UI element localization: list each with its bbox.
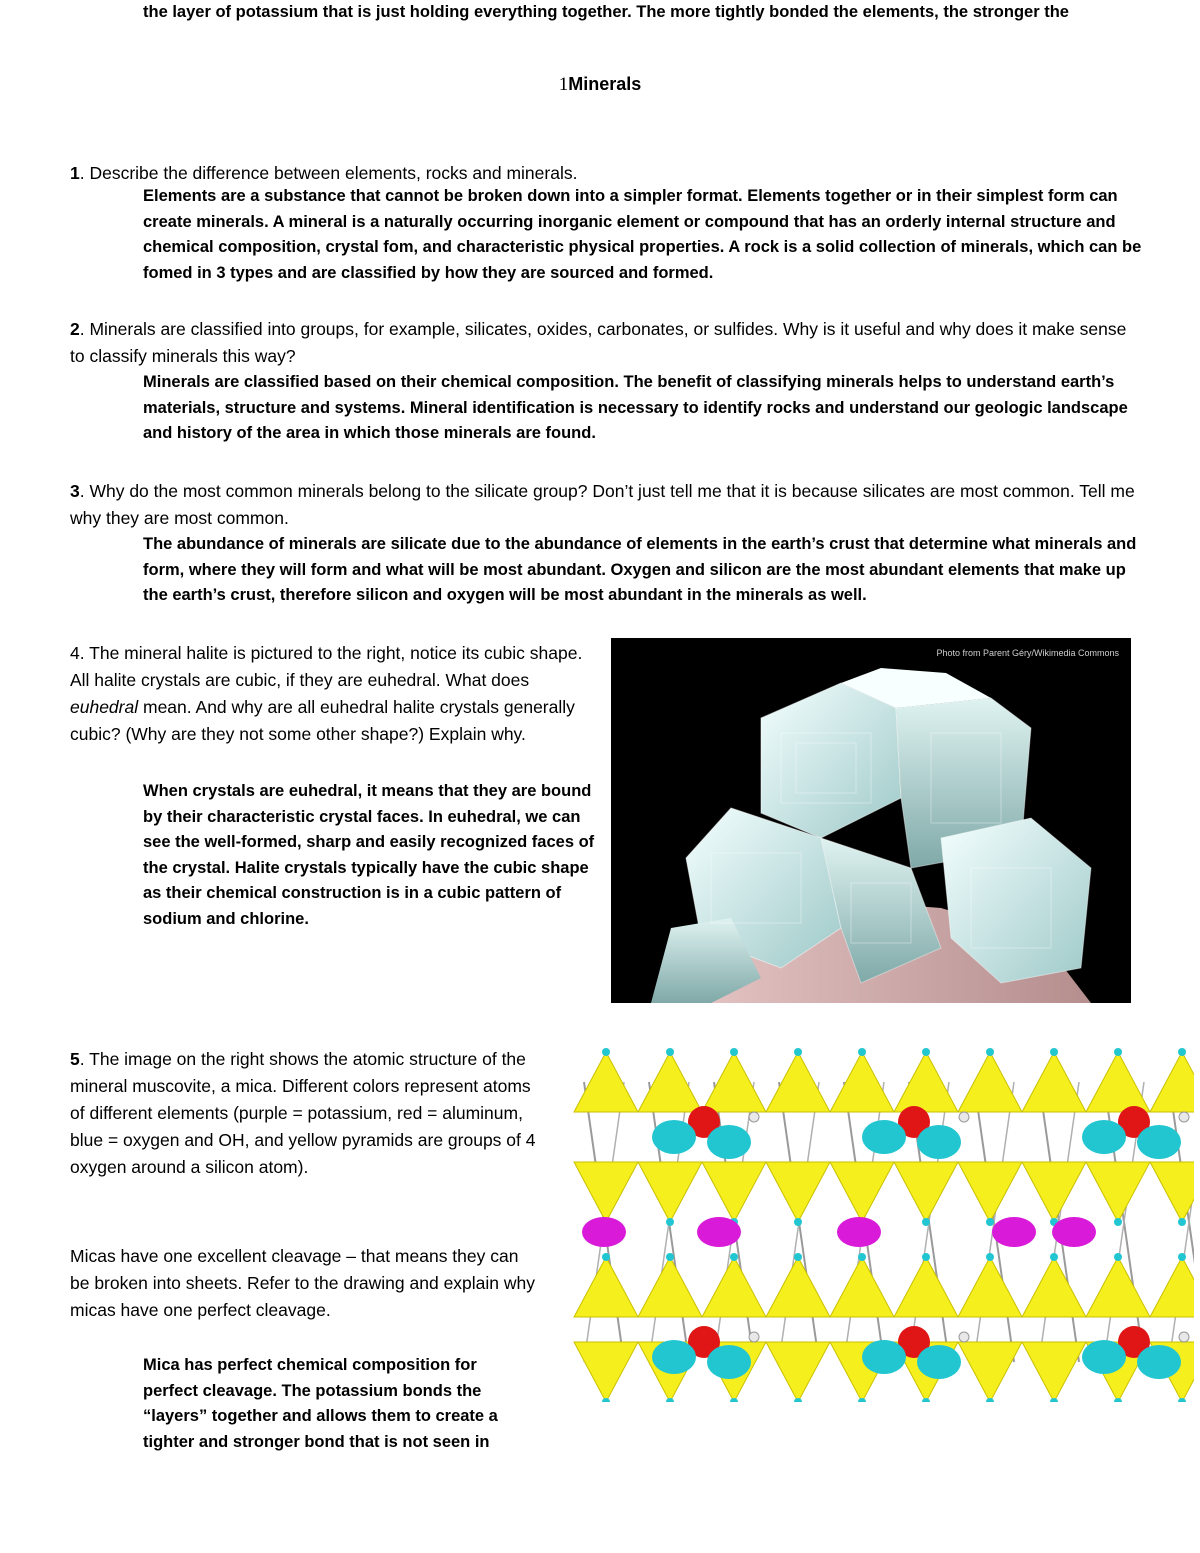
muscovite-structure-diagram	[564, 1042, 1194, 1402]
oxygen-atom	[730, 1048, 738, 1056]
silicon-tetrahedron	[830, 1162, 894, 1222]
oxygen-atom	[794, 1398, 802, 1402]
potassium-atom	[582, 1217, 626, 1247]
oxygen-atom	[1178, 1253, 1186, 1261]
oxygen-atom	[1114, 1218, 1122, 1226]
oxygen-atom	[666, 1253, 674, 1261]
halite-crystal-photo	[611, 638, 1131, 1003]
question-number: 1	[70, 163, 80, 183]
oxygen-atom	[652, 1340, 696, 1374]
oxygen-atom	[666, 1218, 674, 1226]
silicon-tetrahedron	[638, 1257, 702, 1317]
question-number: 3	[70, 481, 80, 501]
oxygen-atom	[1114, 1253, 1122, 1261]
potassium-atom	[837, 1217, 881, 1247]
oxygen-atom	[1178, 1398, 1186, 1402]
oxygen-atom	[1050, 1398, 1058, 1402]
answer-5-continued-text: the layer of potassium that is just holding everything together. The more tightly bonded the elements, the stronger the	[143, 3, 1069, 21]
question-2	[70, 316, 1140, 370]
oxygen-atom	[794, 1048, 802, 1056]
page-title	[0, 74, 1200, 96]
silicon-tetrahedron	[1022, 1162, 1086, 1222]
oxygen-atom	[1082, 1340, 1126, 1374]
oxygen-atom	[1114, 1398, 1122, 1402]
silicon-tetrahedron	[638, 1162, 702, 1222]
oxygen-atom	[858, 1048, 866, 1056]
oxygen-atom	[1137, 1125, 1181, 1159]
silicon-tetrahedron	[1022, 1257, 1086, 1317]
question-4	[70, 640, 600, 748]
silicon-tetrahedron	[766, 1162, 830, 1222]
hydrogen-atom	[959, 1112, 969, 1122]
oxygen-atom	[986, 1048, 994, 1056]
title-text: Minerals	[568, 74, 642, 94]
oxygen-atom	[602, 1253, 610, 1261]
question-text: . The mineral halite is pictured to the right, notice its cubic shape. All halite crystals are cubic, if they are euhedral. What does	[70, 643, 583, 690]
silicon-tetrahedron	[1086, 1162, 1150, 1222]
silicon-tetrahedron	[1086, 1257, 1150, 1317]
silicon-tetrahedron	[766, 1052, 830, 1112]
silicon-tetrahedron	[1150, 1052, 1194, 1112]
silicon-tetrahedron	[830, 1257, 894, 1317]
oxygen-atom	[862, 1120, 906, 1154]
silicon-tetrahedron	[638, 1052, 702, 1112]
oxygen-atom	[666, 1398, 674, 1402]
answer-1: Elements are a substance that cannot be broken down into a simpler format. Elements together or in their simplest form can create minerals. A mineral is a naturally occurring inorganic element or compound that has an orderly internal structure and chemical composition, crystal fom, and characteristic physical properties. A rock is a solid collection of minerals, which can be fomed in 3 types and are classified by how they are sourced and formed.	[143, 187, 1142, 282]
hydrogen-atom	[749, 1332, 759, 1342]
silicon-tetrahedron	[958, 1342, 1022, 1402]
hydrogen-atom	[1179, 1112, 1189, 1122]
silicon-tetrahedron	[894, 1162, 958, 1222]
oxygen-atom	[707, 1125, 751, 1159]
silicon-tetrahedron	[1086, 1052, 1150, 1112]
question-text-italic: euhedral	[70, 697, 139, 717]
oxygen-atom	[1137, 1345, 1181, 1379]
oxygen-atom	[1178, 1218, 1186, 1226]
oxygen-atom	[707, 1345, 751, 1379]
oxygen-atom	[730, 1398, 738, 1402]
question-number: 5	[70, 1049, 80, 1069]
oxygen-atom	[794, 1218, 802, 1226]
silicon-tetrahedron	[958, 1162, 1022, 1222]
oxygen-atom	[652, 1120, 696, 1154]
question-text: . Minerals are classified into groups, for example, silicates, oxides, carbonates, or sulfides. Why is it useful and why does it make sense to classify minerals this way?	[70, 319, 1127, 366]
halite-crystal-illustration	[611, 638, 1131, 1003]
hydrogen-atom	[1179, 1332, 1189, 1342]
oxygen-atom	[1178, 1048, 1186, 1056]
oxygen-atom	[730, 1253, 738, 1261]
answer-4: When crystals are euhedral, it means that they are bound by their characteristic crystal faces. In euhedral, we can see the well-formed, sharp and easily recognized faces of the crystal. Halite crystals typically have the cubic shape as their chemical construction is in a cubic pattern of sodium and chlorine.	[143, 782, 595, 928]
hydrogen-atom	[749, 1112, 759, 1122]
question-number: 2	[70, 319, 80, 339]
silicon-tetrahedron	[574, 1342, 638, 1402]
question-3	[70, 478, 1140, 532]
question-text: mean. And why are all euhedral halite crystals generally cubic? (Why are they not some other shape?) Explain why.	[70, 697, 575, 744]
silicon-tetrahedron	[830, 1052, 894, 1112]
oxygen-atom	[666, 1048, 674, 1056]
oxygen-atom	[922, 1398, 930, 1402]
silicon-tetrahedron	[702, 1052, 766, 1112]
silicon-tetrahedron	[766, 1257, 830, 1317]
answer-5: Mica has perfect chemical composition for perfect cleavage. The potassium bonds the “layers” together and allows them to create a tighter and stronger bond that is not seen in	[143, 1356, 498, 1451]
oxygen-atom	[1082, 1120, 1126, 1154]
oxygen-atom	[858, 1253, 866, 1261]
silicon-tetrahedron	[702, 1257, 766, 1317]
question-1	[70, 160, 1140, 187]
silicon-tetrahedron	[574, 1052, 638, 1112]
silicon-tetrahedron	[1022, 1052, 1086, 1112]
answer-2: Minerals are classified based on their chemical composition. The benefit of classifying minerals helps to understand earth’s materials, structure and systems. Mineral identification is necessary to identify rocks and understand our geologic landscape and history of the area in which those minerals are found.	[143, 373, 1128, 443]
silicon-tetrahedron	[958, 1257, 1022, 1317]
potassium-atom	[1052, 1217, 1096, 1247]
question-5	[70, 1046, 540, 1181]
oxygen-atom	[917, 1125, 961, 1159]
silicon-tetrahedron	[574, 1257, 638, 1317]
oxygen-atom	[986, 1218, 994, 1226]
oxygen-atom	[922, 1218, 930, 1226]
oxygen-atom	[917, 1345, 961, 1379]
silicon-tetrahedron	[958, 1052, 1022, 1112]
oxygen-atom	[862, 1340, 906, 1374]
oxygen-atom	[986, 1398, 994, 1402]
silicon-tetrahedron	[894, 1257, 958, 1317]
answer-3: The abundance of minerals are silicate due to the abundance of elements in the earth’s crust that determine what minerals and form, where they will form and what will be most abundant. Oxygen and silicon are the most abundant elements that make up the earth’s crust, therefore silicon and oxygen will be most abundant in the minerals as well.	[143, 535, 1137, 605]
page-number: 1	[558, 74, 569, 95]
oxygen-atom	[602, 1048, 610, 1056]
muscovite-atomic-structure	[564, 1042, 1194, 1402]
silicon-tetrahedron	[766, 1342, 830, 1402]
question-text: . Describe the difference between elements, rocks and minerals.	[79, 163, 578, 183]
oxygen-atom	[794, 1253, 802, 1261]
oxygen-atom	[922, 1048, 930, 1056]
photo-credit: Photo from Parent Géry/Wikimedia Commons	[936, 648, 1119, 658]
silicon-tetrahedron	[1022, 1342, 1086, 1402]
oxygen-atom	[986, 1253, 994, 1261]
oxygen-atom	[602, 1398, 610, 1402]
question-5-part-2: Micas have one excellent cleavage – that means they can be broken into sheets. Refer to the drawing and explain why micas have one perfect cleavage.	[70, 1246, 536, 1320]
oxygen-atom	[1050, 1253, 1058, 1261]
question-text: . The image on the right shows the atomic structure of the mineral muscovite, a mica. Different colors represent atoms of different elements (purple = potassium, red = aluminum, blue = oxygen and OH, and yellow pyramids are groups of 4 oxygen around a silicon atom).	[70, 1049, 536, 1177]
potassium-atom	[992, 1217, 1036, 1247]
silicon-tetrahedron	[574, 1162, 638, 1222]
potassium-atom	[697, 1217, 741, 1247]
oxygen-atom	[858, 1398, 866, 1402]
hydrogen-atom	[959, 1332, 969, 1342]
oxygen-atom	[1050, 1048, 1058, 1056]
silicon-tetrahedron	[702, 1162, 766, 1222]
oxygen-atom	[922, 1253, 930, 1261]
oxygen-atom	[1114, 1048, 1122, 1056]
silicon-tetrahedron	[1150, 1257, 1194, 1317]
question-text: . Why do the most common minerals belong to the silicate group? Don’t just tell me that it is because silicates are most common. Tell me why they are most common.	[70, 481, 1135, 528]
question-number: 4	[70, 643, 80, 663]
